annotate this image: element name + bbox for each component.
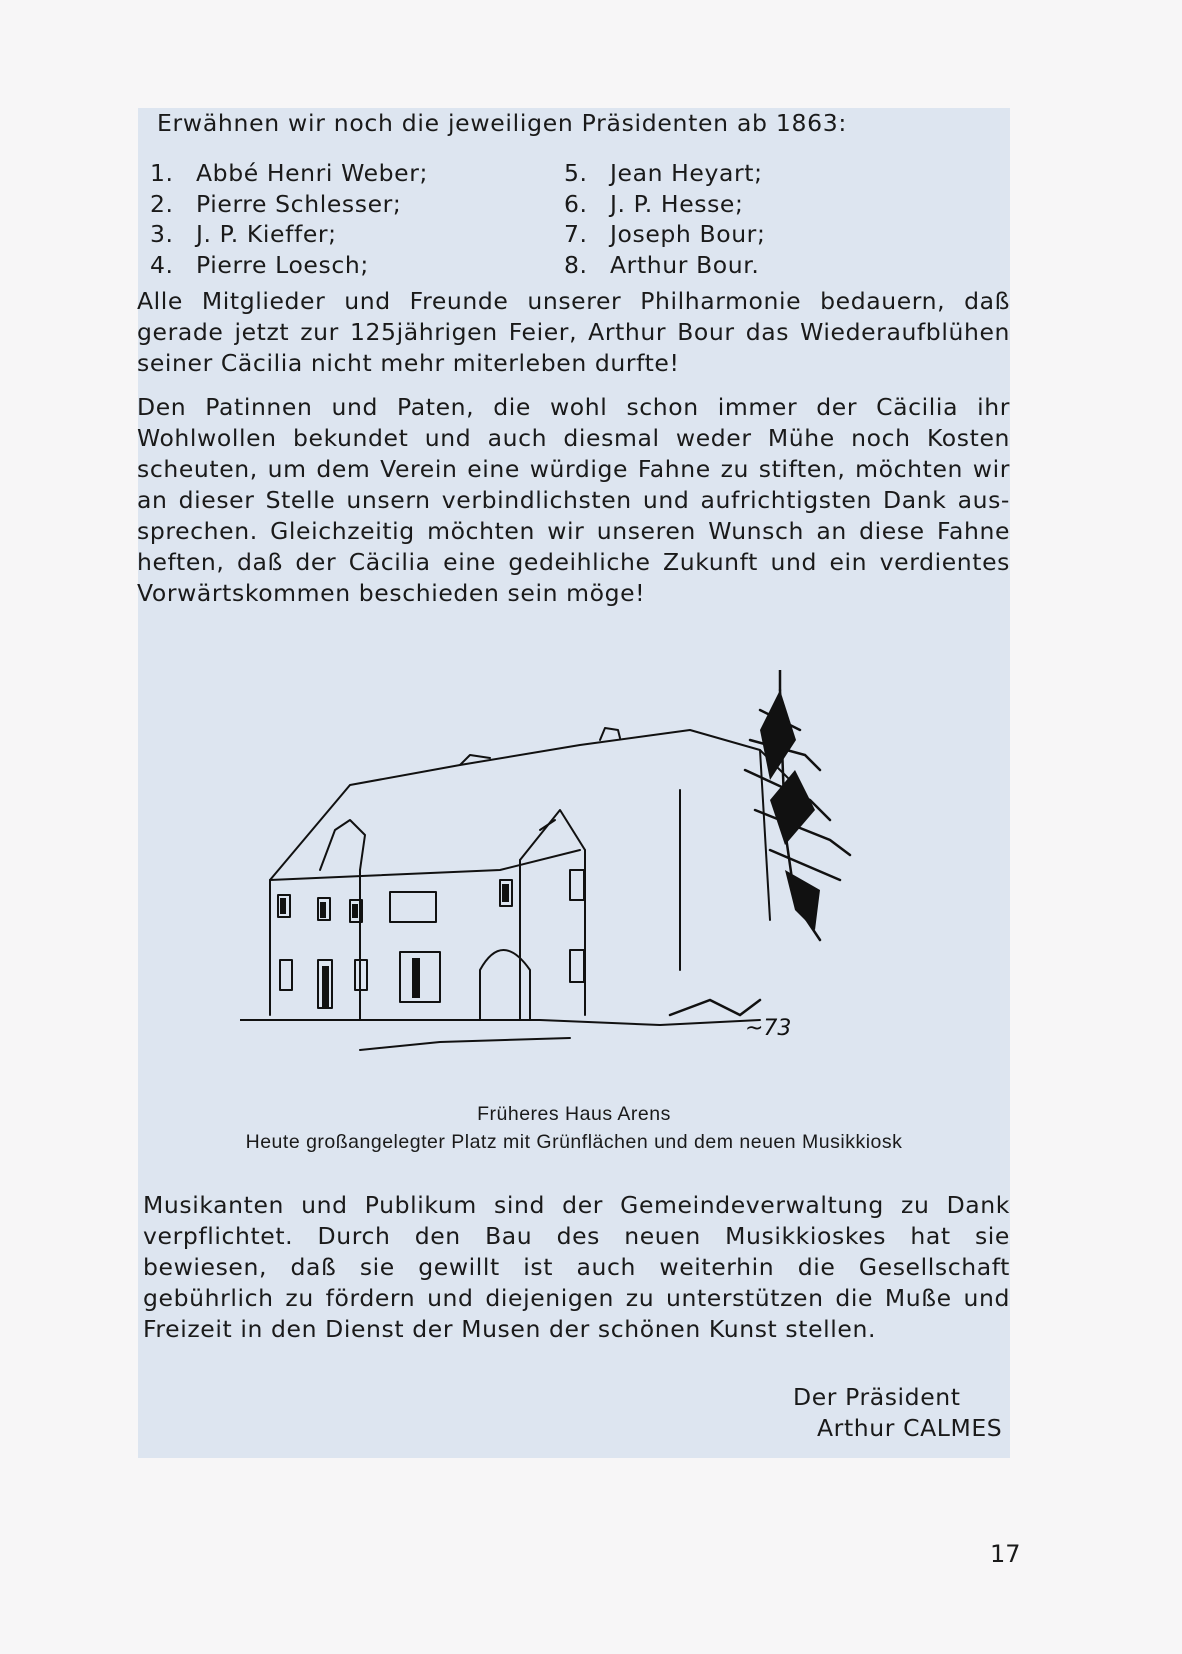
paragraph-municipality: Musikanten und Publikum sind der Gemeindeverwaltung zu Dank verpflichtet. Durch den Bau des neuen Musikkioskes hat sie bewiesen, daß sie gewillt ist auch weiterhin die Gesellschaft gebührlich zu fördern und diejenigen zu unterstützen die Muße und Freizeit in den Dienst der Musen der schönen Kunst stellen. [143, 1191, 1010, 1343]
list-item: 7. Joseph Bour; [564, 220, 766, 248]
page-number: 17 [990, 1540, 1021, 1568]
list-item: 5. Jean Heyart; [564, 159, 763, 187]
caption-subtitle: Heute großangelegter Platz mit Grünflächen und dem neuen Musikkiosk [245, 1131, 903, 1153]
signature-name: Arthur CALMES [817, 1414, 1003, 1442]
svg-text:~73: ~73 [745, 1016, 792, 1041]
list-item: 4. Pierre Loesch; [150, 250, 369, 279]
caption-title: Früheres Haus Arens [477, 1103, 671, 1125]
list-item: 8. Arthur Bour. [564, 250, 760, 279]
list-item: 1. Abbé Henri Weber; [150, 159, 428, 187]
paragraph-thanks: Den Patinnen und Paten, die wohl schon immer der Cäcilia ihr Wohlwollen bekundet und auch diesmal weder Mühe noch Kosten scheuten, um dem Verein eine würdige Fahne zu stiften, möchten wir an dieser Stelle unsern verbindlichsten und aufrichtigsten Dank aus-sprechen. Gleichzeitig möchten wir unseren Wunsch an diese Fahne heften, daß der Cäcilia eine gedeihliche Zukunft und ein verdientes Vorwärtskommen beschieden sein möge! [137, 393, 1010, 607]
list-item: 6. J. P. Hesse; [564, 189, 744, 218]
paragraph-tribute: Alle Mitglieder und Freunde unserer Philharmonie bedauern, daß gerade jetzt zur 125jährigen Feier, Arthur Bour das Wiederaufblühen seiner Cäcilia nicht mehr miterleben durfte! [137, 287, 1010, 377]
intro-line: Erwähnen wir noch die jeweiligen Präsidenten ab 1863: [157, 109, 848, 137]
signature-role: Der Präsident [793, 1383, 961, 1411]
presidents-list-left [150, 158, 428, 280]
presidents-list-right [564, 158, 765, 280]
house-sketch-illustration [240, 670, 920, 1130]
list-item: 3. J. P. Kieffer; [150, 220, 337, 248]
list-item: 2. Pierre Schlesser; [150, 189, 402, 218]
